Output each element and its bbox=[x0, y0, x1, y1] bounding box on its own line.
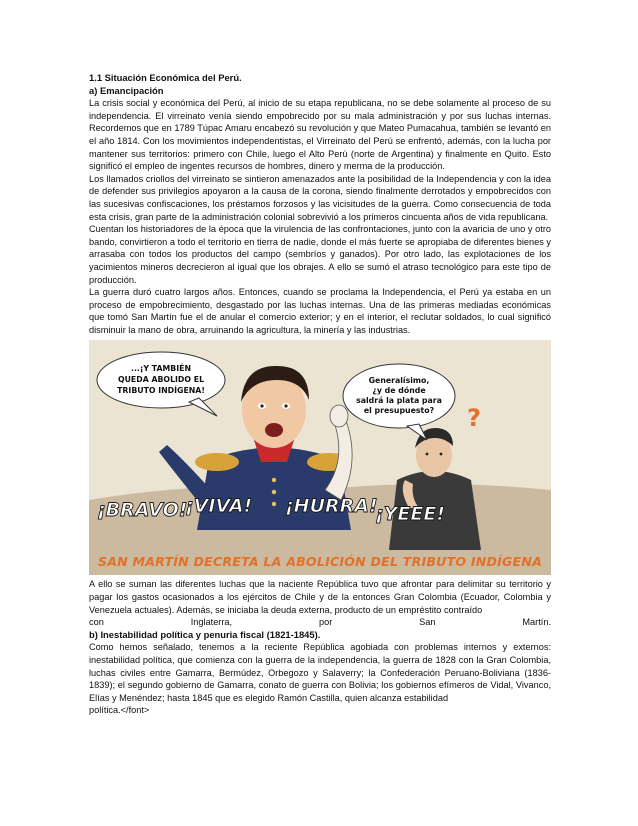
paragraph: Los llamados criollos del virreinato se sintieron amenazados ante la posibilidad de la Independencia y con la idea de defender sus privilegios apoyaron a la causa de la corona, siendo finalmente derrotados y empobrecidos con las sucesivas confiscaciones, los préstamos forzosos y las vicisitudes de la guerra. Como consecuencia de toda esta crisis, gran parte de la administración colonial sobrevivió a los primeros cincuenta años de vida republicana. bbox=[89, 173, 551, 222]
exclamation-yeee: ¡YEEE! bbox=[375, 503, 446, 526]
bubble-left-line: TRIBUTO INDÍGENA! bbox=[117, 386, 205, 396]
paragraph: A ello se suman las diferentes luchas que la naciente República tuvo que afrontar para delimitar su territorio y pagar los gastos ocasionados a los ejércitos de Chile y de la entonces Gran Colombia (Ecuador, Colombia y Venezuela actuales). Además, se iniciaba la deuda externa, producto de un empréstito contraído bbox=[89, 579, 551, 615]
exclamation-hurra: ¡HURRA! bbox=[285, 495, 378, 518]
comic-caption: SAN MARTÍN DECRETA LA ABOLICIÓN DEL TRIBUTO INDÍGENA bbox=[97, 554, 543, 570]
bubble-right-line: el presupuesto? bbox=[363, 406, 435, 416]
section-title: 1.1 Situación Económica del Perú. bbox=[89, 72, 242, 83]
exclamation-bravo: ¡BRAVO! bbox=[97, 499, 188, 522]
paragraph-end-text: política. bbox=[89, 705, 121, 716]
document-page bbox=[89, 72, 551, 717]
question-mark: ? bbox=[467, 404, 481, 433]
subsection-b-title: b) Inestabilidad política y penuria fiscal (1821-1845). bbox=[89, 628, 321, 640]
stray-font-tag: </font> bbox=[120, 705, 150, 716]
paragraph: Cuentan los historiadores de la época que la virulencia de las confrontaciones, junto con la avaricia de uno y otro bando, convirtieron a todo el territorio en tierra de nadie, donde el más fuerte se apropiaba de diferentes bienes y arrasaba con todos los productos del campo (sembríos y ganados). Por otro lado, las explotaciones de los yacimientos mineros decrecieron al igual que los obrajes. A ello se sumó el atraso tecnológico para este tipo de producción. bbox=[89, 224, 551, 285]
bubble-right-line: Generalísimo, bbox=[368, 376, 430, 386]
comic-art bbox=[89, 340, 551, 575]
paragraph: La crisis social y económica del Perú, al inicio de su etapa republicana, no se debe solamente al proceso de su independencia. El virreinato venía siendo empobrecido por su mala administración y por sus luchas internas. Recordemos que en 1789 Túpac Amaru encabezó su revolución y que Mateo Pumacahua, también se levantó en el año 1814. Con los movimientos independentistas, el Virreinato del Perú se enfrentó, además, con la lucha por mantener sus territorios: primero con Chile, luego el Alto Perú (norte de Argentina) y finalmente en Quito. Esto significó el empleo de ingentes recursos de hombres, dinero y merma de la producción. bbox=[89, 98, 551, 172]
bubble-right-line: saldrá la plata para bbox=[356, 396, 442, 406]
bubble-left-line: QUEDA ABOLIDO EL bbox=[117, 375, 205, 385]
bubble-left-line: ...¡Y TAMBIÉN bbox=[130, 364, 192, 374]
paragraph-end bbox=[89, 704, 551, 717]
exclamation-viva: ¡VIVA! bbox=[185, 495, 253, 518]
comic-illustration bbox=[89, 340, 551, 575]
paragraph: La guerra duró cuatro largos años. Entonces, cuando se proclama la Independencia, el Perú ya estaba en un proceso de empobrecimiento, desgastado por las luchas internas. Una de las primeras mediadas económicas que tomó San Martín fue el de anular el comercio exterior; y en el interior, el reclutar soldados, lo cual significó disminuir la mano de obra, arruinando la agricultura, la minería y las industrias. bbox=[89, 287, 551, 335]
bubble-right-line: ¿y de dónde bbox=[372, 386, 426, 396]
subsection-a-title: a) Emancipación bbox=[89, 84, 164, 96]
paragraph-last-line: con Inglaterra, por San Martín. bbox=[89, 617, 551, 628]
paragraph: Como hemos señalado, tenemos a la reciente República agobiada con problemas internos y externos: inestabilidad política, que comienza con la guerra de la independencia, la guerra de 1828 con la Gran Colombia, luchas civiles entre Gamarra, Bermúdez, Orbegozo y Salaverry; la Confederación Peruano-Boliviana (1836-1839); el segundo gobierno de Gamarra, conato de guerra con Bolivia; los gobiernos efímeros de Vidal, Vivanco, Elías y Menéndez; hasta 1845 que es elegido Ramón Castilla, quien alcanza estabilidad bbox=[89, 642, 551, 703]
